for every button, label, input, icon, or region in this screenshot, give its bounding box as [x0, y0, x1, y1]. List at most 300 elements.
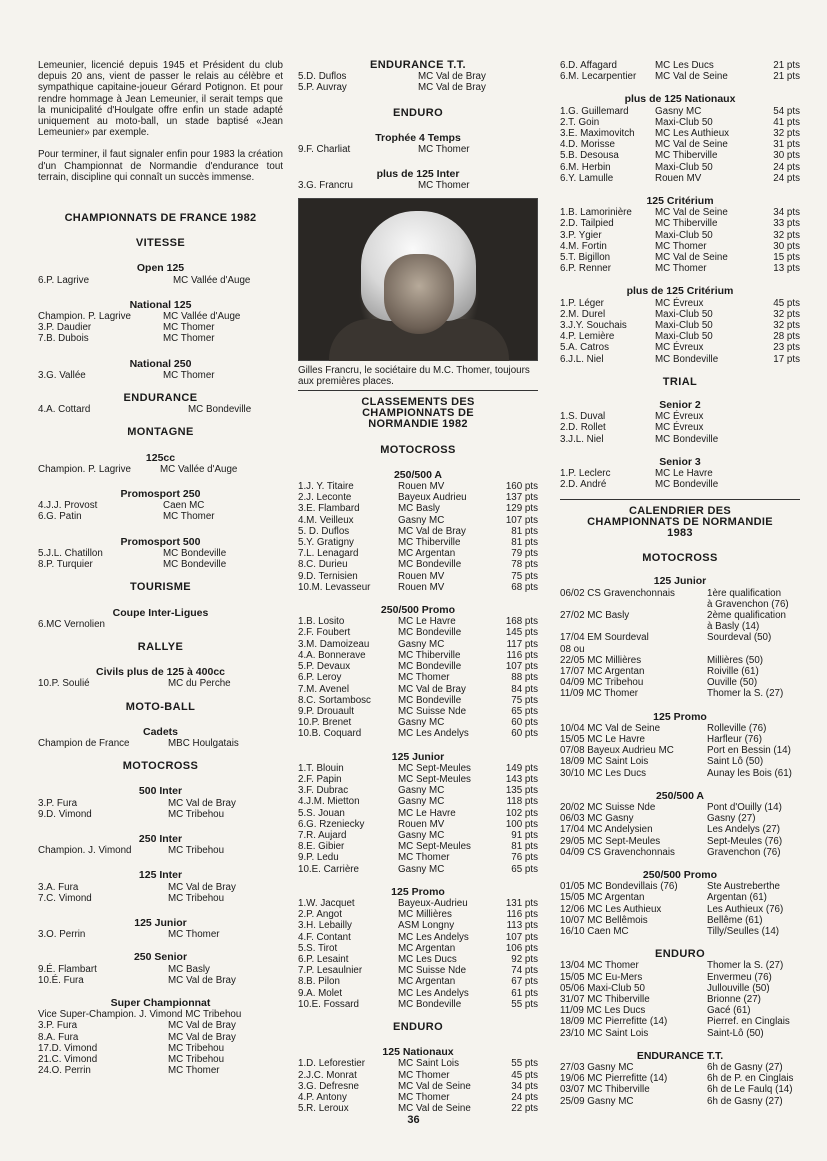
- result-row: [38, 975, 283, 986]
- heading-250inter: 250 Inter: [138, 832, 183, 845]
- result-points: 78 pts: [511, 559, 538, 571]
- result-name: 3.P. Fura: [38, 1020, 78, 1032]
- result-club: Sept-Meules (76): [707, 835, 783, 847]
- result-row: [298, 763, 538, 774]
- result-row: [298, 999, 538, 1010]
- results-list: [298, 180, 538, 191]
- result-row: [560, 1028, 800, 1039]
- result-club: Jullouville (50): [707, 982, 770, 994]
- heading-125junior: 125 Junior: [134, 916, 187, 929]
- results-list: [560, 723, 800, 779]
- result-points: 113 pts: [506, 920, 538, 932]
- result-club: 6h de Gasny (27): [707, 1095, 783, 1107]
- result-row: [560, 1016, 800, 1027]
- result-name: 08 ou: [560, 643, 585, 655]
- result-club: Pierref. en Cinglais: [707, 1016, 790, 1028]
- results-list: [38, 798, 283, 820]
- result-row: [560, 644, 800, 655]
- result-name: 17/04 EM Sourdeval: [560, 632, 649, 644]
- result-name: 3.E. Flambard: [298, 503, 360, 515]
- result-name: 3.J.L. Niel: [560, 433, 604, 445]
- result-club: Caen MC: [163, 500, 205, 512]
- result-club: MC Val de Bray: [418, 82, 486, 94]
- result-name: 6.D. Affagard: [560, 60, 618, 71]
- result-row: [560, 263, 800, 274]
- result-points: 149 pts: [505, 762, 538, 774]
- result-row: [38, 333, 283, 344]
- result-name: 2.P. Angot: [298, 909, 342, 921]
- result-name: 5.Y. Gratigny: [298, 537, 354, 549]
- heading-125inter: 125 Inter: [138, 869, 183, 882]
- result-club: MC Bondeville: [188, 404, 252, 416]
- result-points: 15 pts: [773, 252, 800, 264]
- result-name: 8.C. Durieu: [298, 559, 348, 571]
- result-club: MC Bondeville: [398, 559, 462, 571]
- result-row: [38, 882, 283, 893]
- result-name: 6.G. Rzeniecky: [298, 818, 365, 830]
- result-points: 102 pts: [505, 807, 538, 819]
- result-club: MC Les Andelys: [398, 931, 469, 943]
- heading-125nationaux: 125 Nationaux: [382, 1046, 454, 1059]
- result-club: Thomer la S. (27): [707, 960, 784, 972]
- result-club: MC Val de Seine: [655, 139, 728, 151]
- result-name: 1.G. Guillemard: [560, 105, 629, 117]
- result-name: 17.D. Vimond: [38, 1042, 98, 1054]
- result-club: MC Saint Lois: [398, 1058, 459, 1070]
- result-row: [560, 60, 800, 71]
- results-list: [38, 464, 283, 475]
- result-club: MC Thomer: [163, 511, 215, 523]
- result-club: MC Thomer: [418, 180, 470, 192]
- result-name: 4.D. Morisse: [560, 139, 615, 151]
- result-club: MC Thomer: [168, 929, 220, 941]
- result-club: MC Tribehou: [168, 1053, 225, 1065]
- result-club: Saint Lô (50): [707, 756, 764, 768]
- heading-national125: National 125: [129, 298, 192, 311]
- result-row: [38, 1054, 283, 1065]
- result-row: [560, 162, 800, 173]
- result-name: 1.W. Jacquet: [298, 897, 355, 909]
- result-club: MC Val de Bray: [168, 974, 236, 986]
- result-name: 5.A. Catros: [560, 342, 610, 354]
- result-row: [38, 500, 283, 511]
- result-name: 22/05 MC Millières: [560, 654, 642, 666]
- result-name: 2.J.C. Monrat: [298, 1069, 357, 1081]
- result-row: [298, 144, 538, 155]
- result-points: 116 pts: [506, 649, 538, 661]
- result-club: MC Thomer: [655, 263, 707, 275]
- result-points: 21 pts: [773, 71, 800, 83]
- result-points: 23 pts: [773, 342, 800, 354]
- result-club: MC Le Havre: [655, 468, 713, 480]
- result-club: MC Sept-Meules: [398, 841, 471, 853]
- result-points: 79 pts: [511, 548, 538, 560]
- result-points: 65 pts: [511, 705, 538, 717]
- result-name: 16/10 Caen MC: [560, 926, 629, 937]
- result-row: [560, 915, 800, 926]
- result-name: 6.MC Vernolien: [38, 618, 105, 630]
- result-row: [38, 619, 283, 630]
- result-club: Tilly/Seulles (14): [707, 926, 780, 937]
- result-name: 23/10 MC Saint Lois: [560, 1027, 649, 1039]
- result-name: 25/09 Gasny MC: [560, 1095, 634, 1107]
- results-list: [38, 500, 283, 522]
- result-club: MBC Houlgatais: [168, 737, 239, 749]
- result-row: [298, 909, 538, 920]
- heading-superchampionnat: Super Championnat: [110, 996, 211, 1009]
- result-name: 6.M. Lecarpentier: [560, 71, 637, 83]
- result-points: 107 pts: [505, 514, 538, 526]
- result-name: 27/03 Gasny MC: [560, 1062, 634, 1074]
- result-name: 7.R. Aujard: [298, 829, 347, 841]
- result-club: MC Val de Bray: [168, 1031, 236, 1043]
- result-club: MC Tribehou: [168, 1042, 225, 1054]
- result-name: 1.S. Duval: [560, 411, 606, 423]
- result-row: [560, 139, 800, 150]
- result-row: [298, 481, 538, 492]
- result-name: 3.F. Dubrac: [298, 785, 349, 797]
- result-name: 3.O. Perrin: [38, 929, 86, 941]
- result-name: 04/09 CS Gravenchonnais: [560, 846, 675, 858]
- result-row: [298, 571, 538, 582]
- result-club: MC Millières: [398, 909, 452, 921]
- result-row: [38, 464, 283, 475]
- result-name: 6.G. Patin: [38, 511, 82, 523]
- result-club: MC Suisse Nde: [398, 705, 467, 717]
- result-club: MC Les Andelys: [398, 987, 469, 999]
- heading-open125: Open 125: [136, 262, 185, 275]
- result-name: 9.A. Molet: [298, 987, 343, 999]
- result-club: Maxi-Club 50: [655, 331, 713, 343]
- result-name: 10.B. Coquard: [298, 728, 362, 740]
- result-name: 2.D. André: [560, 479, 607, 491]
- result-points: 81 pts: [511, 525, 538, 537]
- result-club: MC Val de Bray: [398, 683, 466, 695]
- result-name: 1.P. Leclerc: [560, 468, 611, 480]
- heading-250500a: 250/500 A: [393, 468, 443, 481]
- result-row: [38, 678, 283, 689]
- result-name: 4.P. Antony: [298, 1092, 347, 1103]
- result-points: 117 pts: [506, 638, 538, 650]
- result-club: Bayeux Audrieu: [398, 492, 467, 504]
- result-club: MC Le Havre: [398, 807, 456, 819]
- intro-paragraph-1: Lemeunier, licencié depuis 1945 et Président du club depuis 20 ans, vient de passer le relais au célèbre et sympathique capitaine-joueur Gérard Potignon. Et pour rendre hommage à Jean Lemeunier, il serait temps que la municipalité d'Houlgate offre enfin un stade adapté uniquement au moto-ball, un stade baptisé «Jean Lemeunier» par exemple.: [38, 60, 283, 139]
- result-name: 04/09 MC Tribehou: [560, 677, 644, 689]
- result-club: Gasny (27): [707, 813, 756, 825]
- result-points: 21 pts: [773, 60, 800, 71]
- result-club: MC Bondeville: [655, 479, 719, 491]
- result-club: MC Val de Bray: [168, 797, 236, 809]
- result-points: 92 pts: [511, 953, 538, 965]
- result-club: Sourdeval (50): [707, 632, 772, 644]
- result-points: 45 pts: [773, 297, 800, 309]
- heading-endurance: ENDURANCE: [123, 392, 198, 405]
- result-club: MC Val de Bray: [168, 881, 236, 893]
- results-list: [560, 468, 800, 490]
- result-club: Rouen MV: [398, 481, 445, 493]
- result-row: [560, 298, 800, 309]
- result-row: [560, 309, 800, 320]
- result-club: MC Basly: [168, 963, 210, 975]
- result-club: Bellême (61): [707, 914, 763, 926]
- result-points: 24 pts: [773, 161, 800, 173]
- result-club: MC Évreux: [655, 411, 704, 423]
- result-row: [560, 892, 800, 903]
- result-points: 135 pts: [505, 785, 538, 797]
- result-name: 1.T. Blouin: [298, 762, 344, 774]
- result-club: Gasny MC: [398, 514, 445, 526]
- result-club: Argentan (61): [707, 892, 767, 904]
- heading-motoball: MOTO-BALL: [125, 700, 196, 713]
- result-row: [560, 320, 800, 331]
- result-points: 32 pts: [773, 128, 800, 140]
- result-row: [298, 808, 538, 819]
- result-points: 160 pts: [505, 481, 538, 493]
- result-name: 9.D. Ternisien: [298, 570, 358, 582]
- result-points: 32 pts: [773, 320, 800, 332]
- result-club: MC Bondeville: [398, 694, 462, 706]
- heading-125cc: 125cc: [145, 451, 176, 464]
- result-row: [298, 943, 538, 954]
- result-points: 68 pts: [511, 581, 538, 593]
- result-club: MC Bondeville: [655, 353, 719, 365]
- result-club: Rouen MV: [398, 570, 445, 582]
- result-name: 2.J. Leconte: [298, 492, 352, 504]
- result-name: Champion. J. Vimond: [38, 845, 132, 857]
- result-row: [560, 745, 800, 756]
- result-row: [38, 511, 283, 522]
- result-club: Les Andelys (27): [707, 824, 780, 836]
- result-name: 7.B. Dubois: [38, 333, 89, 345]
- heading-plus125inter: plus de 125 Inter: [376, 168, 460, 181]
- result-row: [560, 904, 800, 915]
- heading-enduro-2: ENDURO: [392, 1020, 444, 1033]
- result-points: 107 pts: [505, 931, 538, 943]
- result-name: 7.L. Lenagard: [298, 548, 359, 560]
- result-name: 3.G. Francru: [298, 180, 353, 192]
- results-list: [38, 1009, 283, 1076]
- result-points: 60 pts: [511, 728, 538, 740]
- result-name: 6.P. Lagrive: [38, 274, 90, 286]
- result-name: 7.P. Lesaulnier: [298, 965, 363, 977]
- result-points: 28 pts: [773, 331, 800, 343]
- heading-cadets: Cadets: [142, 725, 178, 738]
- result-name: 8.B. Pilon: [298, 976, 340, 988]
- heading-cal-125promo: 125 Promo: [653, 710, 707, 723]
- result-club: Saint-Lô (50): [707, 1027, 764, 1039]
- result-name: Vice Super-Champion. J. Vimond MC Tribehou: [38, 1009, 242, 1021]
- result-points: 13 pts: [773, 263, 800, 275]
- heading-promosport500: Promosport 500: [120, 535, 201, 548]
- result-name: 3.G. Vallée: [38, 369, 86, 381]
- result-row: [560, 813, 800, 824]
- result-name: 4.A. Cottard: [38, 404, 91, 416]
- heading-national250: National 250: [129, 357, 192, 370]
- result-club: Maxi-Club 50: [655, 229, 713, 241]
- result-name: 6.J.L. Niel: [560, 353, 604, 365]
- result-row: [560, 230, 800, 241]
- result-name: 2.M. Durel: [560, 308, 606, 320]
- result-club: MC Val de Seine: [655, 252, 728, 264]
- result-club: Port en Bessin (14): [707, 745, 791, 757]
- results-list: [560, 298, 800, 365]
- result-club: Maxi-Club 50: [655, 161, 713, 173]
- result-row: [298, 1070, 538, 1081]
- result-club: MC Vallée d'Auge: [173, 274, 251, 286]
- result-club: MC Tribehou: [168, 892, 225, 904]
- result-name: 1.J. Y. Titaire: [298, 481, 354, 493]
- result-club: MC Les Ducs: [398, 953, 457, 965]
- result-club: Gasny MC: [398, 863, 445, 875]
- result-name: 5.S. Jouan: [298, 807, 345, 819]
- result-points: 107 pts: [505, 661, 538, 673]
- rider-photo: [298, 198, 538, 361]
- results-list: [38, 929, 283, 940]
- result-row: [38, 964, 283, 975]
- result-name: [560, 621, 707, 632]
- heading-promosport250: Promosport 250: [120, 488, 201, 501]
- result-club: MC Thiberville: [398, 649, 461, 661]
- result-row: [298, 965, 538, 976]
- result-name: 5.P. Devaux: [298, 661, 351, 673]
- result-row: [560, 252, 800, 263]
- result-club: à Gravenchon (76): [707, 598, 789, 610]
- result-points: 41 pts: [773, 116, 800, 128]
- result-row: [560, 768, 800, 779]
- result-name: 27/02 MC Basly: [560, 609, 630, 621]
- result-row: [560, 588, 800, 599]
- result-row: [298, 639, 538, 650]
- result-row: [38, 1020, 283, 1031]
- result-name: 20/02 MC Suisse Nde: [560, 801, 656, 813]
- results-list: [298, 616, 538, 739]
- result-name: 1.P. Léger: [560, 297, 604, 309]
- result-club: MC Bondeville: [398, 627, 462, 639]
- result-points: 74 pts: [511, 965, 538, 977]
- result-row: [560, 983, 800, 994]
- result-club: ASM Longny: [398, 920, 455, 932]
- result-row: [560, 411, 800, 422]
- result-name: 21.C. Vimond: [38, 1053, 98, 1065]
- result-club: MC Les Authieux: [655, 128, 730, 140]
- heading-plus125criterium: plus de 125 Critérium: [626, 285, 734, 298]
- result-points: 22 pts: [511, 1103, 538, 1115]
- result-points: 145 pts: [505, 627, 538, 639]
- result-row: [298, 1058, 538, 1069]
- heading-125criterium: 125 Critérium: [646, 195, 714, 208]
- heading-500inter: 500 Inter: [138, 785, 183, 798]
- column-middle: [298, 60, 538, 1114]
- result-row: [298, 537, 538, 548]
- result-row: [560, 632, 800, 643]
- result-name: 6.P. Leroy: [298, 672, 342, 684]
- result-name: 06/03 MC Gasny: [560, 813, 634, 825]
- result-row: [560, 241, 800, 252]
- result-row: [298, 1103, 538, 1114]
- result-club: Roiville (61): [707, 665, 759, 677]
- heading-civils: Civils plus de 125 à 400cc: [96, 666, 225, 679]
- result-name: 9.P. Ledu: [298, 852, 339, 864]
- result-name: 05/06 Maxi-Club 50: [560, 982, 645, 994]
- result-club: Les Authieux (76): [707, 903, 784, 915]
- result-name: 4.M. Veilleux: [298, 514, 354, 526]
- result-club: MC Évreux: [655, 297, 704, 309]
- results-list: [38, 619, 283, 630]
- results-list: [38, 548, 283, 570]
- result-club: MC Thomer: [398, 1069, 450, 1081]
- result-row: [298, 898, 538, 909]
- result-name: 4.F. Contant: [298, 931, 351, 943]
- result-row: [560, 1084, 800, 1095]
- result-name: 5.P. Auvray: [298, 82, 347, 94]
- result-club: 2ème qualification: [707, 609, 786, 621]
- result-points: 55 pts: [511, 998, 538, 1010]
- result-row: [560, 881, 800, 892]
- result-points: 143 pts: [505, 773, 538, 785]
- results-list: [38, 845, 283, 856]
- result-points: 55 pts: [511, 1058, 538, 1070]
- result-name: 5.T. Bigillon: [560, 252, 611, 264]
- results-list: [560, 1062, 800, 1107]
- result-row: [298, 515, 538, 526]
- result-name: 10.E. Carrière: [298, 863, 359, 875]
- result-points: 30 pts: [773, 240, 800, 252]
- result-name: 07/08 Bayeux Audrieu MC: [560, 745, 674, 757]
- divider-2: [560, 499, 800, 500]
- result-row: [560, 599, 800, 610]
- result-name: 03/07 MC Thiberville: [560, 1084, 650, 1096]
- result-row: [38, 404, 283, 415]
- heading-250senior: 250 Senior: [133, 951, 188, 964]
- result-name: 11/09 MC Les Ducs: [560, 1005, 646, 1017]
- result-name: 19/06 MC Pierrefitte (14): [560, 1073, 668, 1085]
- result-row: [38, 929, 283, 940]
- heading-enduro: ENDURO: [392, 106, 444, 119]
- heading-calendrier: CALENDRIER DES CHAMPIONNATS DE NORMANDIE 1983: [587, 504, 773, 539]
- result-row: [298, 830, 538, 841]
- result-row: [560, 972, 800, 983]
- result-row: [560, 688, 800, 699]
- result-club: Aunay les Bois (61): [707, 767, 792, 779]
- result-points: 67 pts: [511, 976, 538, 988]
- result-row: [298, 841, 538, 852]
- result-club: MC Thiberville: [655, 218, 718, 230]
- result-club: MC Les Andelys: [398, 728, 469, 740]
- result-name: 15/05 MC Le Havre: [560, 733, 645, 745]
- result-club: Maxi-Club 50: [655, 320, 713, 332]
- result-row: [298, 661, 538, 672]
- result-row: [560, 836, 800, 847]
- result-club: Gasny MC: [655, 105, 702, 117]
- result-club: MC Bondeville: [398, 998, 462, 1010]
- heading-cal-250500a: 250/500 A: [655, 789, 705, 802]
- results-list: [560, 106, 800, 184]
- results-list: [38, 311, 283, 345]
- results-list: [560, 411, 800, 445]
- result-club: Rouen MV: [398, 818, 445, 830]
- result-name: 3.G. Defresne: [298, 1080, 359, 1092]
- result-points: 45 pts: [511, 1069, 538, 1081]
- result-name: 9.P. Drouault: [298, 705, 354, 717]
- result-row: [560, 1096, 800, 1107]
- result-club: MC Argentan: [398, 976, 456, 988]
- result-club: MC Val de Seine: [398, 1080, 471, 1092]
- result-row: [298, 774, 538, 785]
- result-club: Gasny MC: [398, 829, 445, 841]
- results-list: [560, 881, 800, 937]
- result-row: [560, 756, 800, 767]
- result-row: [298, 616, 538, 627]
